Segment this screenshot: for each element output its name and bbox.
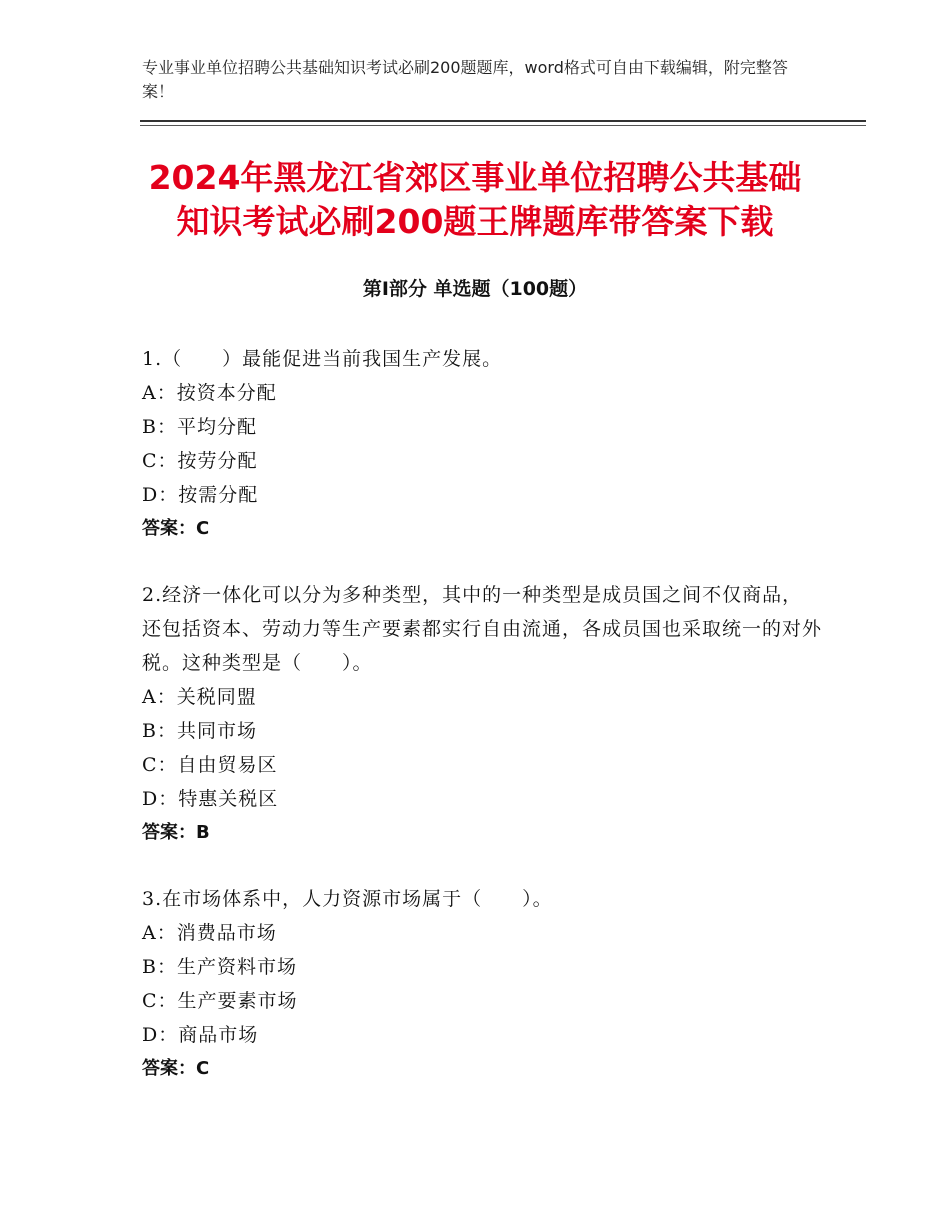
question-stem: 2.经济一体化可以分为多种类型，其中的一种类型是成员国之间不仅商品，还包括资本、劳动力等生产要素都实行自由流通，各成员国也采取统一的对外税。这种类型是（ ）。 — [142, 584, 823, 674]
question-stem: 3.在市场体系中，人力资源市场属于（ ）。 — [142, 888, 553, 910]
document-title-line-1: 2024年黑龙江省郊区事业单位招聘公共基础 — [148, 158, 802, 197]
answer: 答案：C — [142, 518, 210, 539]
option-d: D：特惠关税区 — [142, 788, 279, 810]
option-c: C：生产要素市场 — [142, 990, 298, 1012]
question-1 — [142, 342, 822, 546]
document-title-line-2: 知识考试必刷200题王牌题库带答案下载 — [176, 202, 774, 241]
answer: 答案：B — [142, 822, 210, 843]
option-a: A：消费品市场 — [142, 922, 277, 944]
question-3 — [142, 882, 822, 1086]
option-a: A：按资本分配 — [142, 382, 277, 404]
question-stem: 1.（ ）最能促进当前我国生产发展。 — [142, 348, 503, 370]
option-d: D：按需分配 — [142, 484, 259, 506]
option-d: D：商品市场 — [142, 1024, 259, 1046]
answer: 答案：C — [142, 1058, 210, 1079]
option-b: B：平均分配 — [142, 416, 257, 438]
document-title — [100, 156, 850, 244]
option-b: B：共同市场 — [142, 720, 257, 742]
option-a: A：关税同盟 — [142, 686, 257, 708]
option-b: B：生产资料市场 — [142, 956, 297, 978]
header-note: 专业事业单位招聘公共基础知识考试必刷200题题库，word格式可自由下载编辑，附完整答案！ — [142, 58, 788, 101]
option-c: C：自由贸易区 — [142, 754, 278, 776]
question-2 — [142, 578, 822, 850]
question-list — [142, 342, 822, 1118]
header-divider-thick — [140, 120, 866, 122]
section-heading: 第I部分 单选题（100题） — [362, 278, 588, 300]
option-c: C：按劳分配 — [142, 450, 258, 472]
header-divider-thin — [140, 125, 866, 126]
